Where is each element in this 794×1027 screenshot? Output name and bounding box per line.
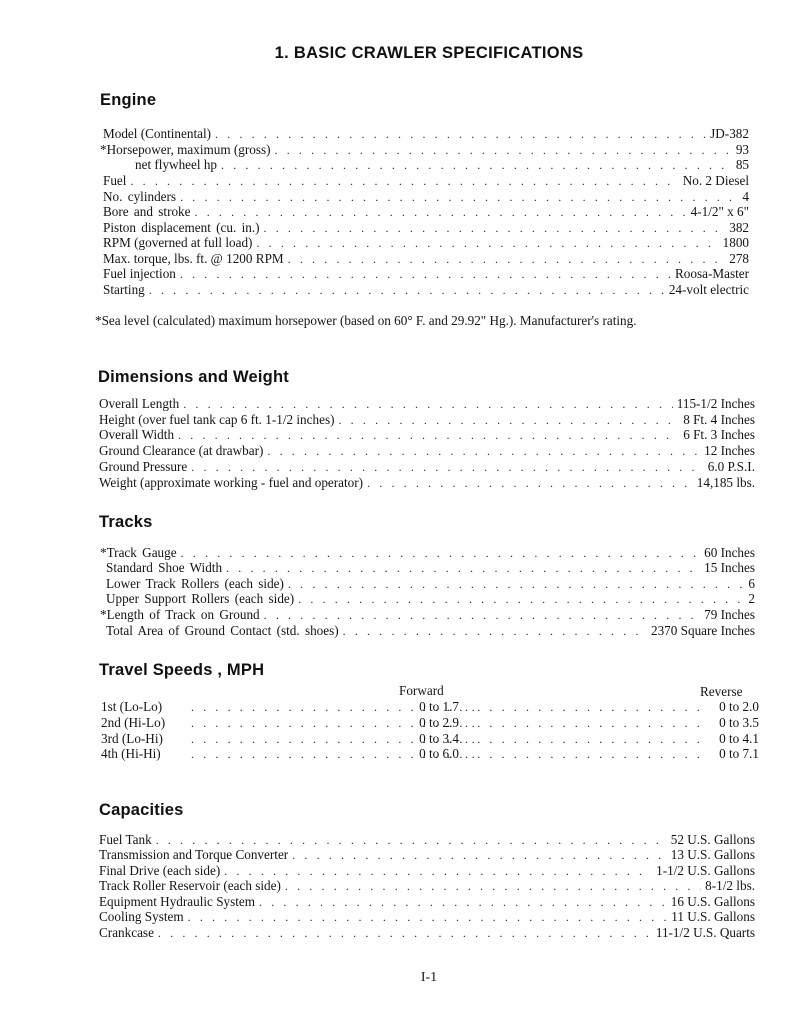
spec-value: 6.0 P.S.I. <box>707 459 755 474</box>
leader-dots <box>259 894 667 910</box>
horsepower-footnote: *Sea level (calculated) maximum horsepower (based on 60° F. and 29.92" Hg.). Manufacturer's rating. <box>95 313 637 328</box>
leader-dots <box>343 623 647 639</box>
spec-value: 13 U.S. Gallons <box>670 847 755 862</box>
leader-dots <box>191 459 703 475</box>
spec-value: 85 <box>735 157 749 172</box>
leader-dots <box>465 699 703 715</box>
spec-row <box>106 591 755 607</box>
spec-label: Standard Shoe Width <box>106 560 223 575</box>
page-title: 1. BASIC CRAWLER SPECIFICATIONS <box>274 44 584 62</box>
gear-label: 3rd (Lo-Hi) <box>101 731 163 746</box>
spec-value: 4-1/2" x 6" <box>690 204 749 219</box>
leader-dots <box>130 173 678 189</box>
leader-dots <box>338 412 679 428</box>
forward-speed: 0 to 1.7 <box>419 699 459 714</box>
spec-row <box>99 878 755 894</box>
spec-value: 1800 <box>722 235 749 250</box>
reverse-column-header: Reverse <box>700 684 743 699</box>
forward-column-header: Forward <box>399 683 444 698</box>
leader-dots <box>267 443 700 459</box>
speed-row <box>101 746 759 762</box>
leader-dots <box>465 715 703 731</box>
forward-speed: 0 to 2.9 <box>419 715 459 730</box>
spec-value: 12 Inches <box>704 443 755 458</box>
forward-speed: 0 to 6.0 <box>419 746 459 761</box>
travel-speeds-heading: Travel Speeds , MPH <box>99 661 265 679</box>
leader-dots <box>226 560 700 576</box>
spec-label: No. cylinders <box>103 189 177 204</box>
spec-label: *Track Gauge <box>100 545 177 560</box>
spec-label: Lower Track Rollers (each side) <box>106 576 284 591</box>
spec-label: Total Area of Ground Contact (std. shoes) <box>106 623 339 638</box>
forward-speed: 0 to 3.4 <box>419 731 459 746</box>
spec-row <box>103 266 749 282</box>
spec-value: 16 U.S. Gallons <box>670 894 755 909</box>
leader-dots <box>264 607 700 623</box>
spec-row <box>99 443 755 459</box>
spec-label: Ground Pressure <box>99 459 188 474</box>
leader-dots <box>288 576 744 592</box>
spec-row <box>99 396 755 412</box>
spec-value: 6 Ft. 3 Inches <box>683 427 755 442</box>
spec-label: Model (Continental) <box>103 126 212 141</box>
spec-value: 1-1/2 U.S. Gallons <box>656 863 755 878</box>
spec-value: 8 Ft. 4 Inches <box>683 412 755 427</box>
spec-label: Cooling System <box>99 909 184 924</box>
spec-label: Crankcase <box>99 925 154 940</box>
spec-label: Piston displacement (cu. in.) <box>103 220 260 235</box>
spec-row <box>103 235 749 251</box>
spec-row <box>100 607 755 623</box>
leader-dots <box>465 746 703 762</box>
spec-label: Fuel <box>103 173 127 188</box>
spec-row <box>106 623 755 639</box>
spec-label: Ground Clearance (at drawbar) <box>99 443 264 458</box>
spec-label: *Horsepower, maximum (gross) <box>100 142 271 157</box>
page-number: I-1 <box>420 970 438 985</box>
spec-row <box>100 545 755 561</box>
spec-value: 2 <box>748 591 755 606</box>
spec-label: Overall Length <box>99 396 180 411</box>
leader-dots <box>264 220 726 236</box>
leader-dots <box>215 126 706 142</box>
spec-label: Fuel Tank <box>99 832 152 847</box>
spec-value: 79 Inches <box>704 607 755 622</box>
spec-value: 8-1/2 lbs. <box>705 878 755 893</box>
spec-label: Track Roller Reservoir (each side) <box>99 878 281 893</box>
spec-label: Weight (approximate working - fuel and operator) <box>99 475 364 490</box>
spec-label: Equipment Hydraulic System <box>99 894 256 909</box>
spec-row <box>99 475 755 491</box>
reverse-speed: 0 to 2.0 <box>719 699 759 714</box>
leader-dots <box>288 251 726 267</box>
leader-dots <box>275 142 732 158</box>
spec-value: 60 Inches <box>704 545 755 560</box>
spec-label: Max. torque, lbs. ft. @ 1200 RPM <box>103 251 284 266</box>
spec-row <box>99 894 755 910</box>
tracks-heading: Tracks <box>99 513 153 531</box>
spec-label: Fuel injection <box>103 266 176 281</box>
spec-value: 11 U.S. Gallons <box>671 909 755 924</box>
reverse-speed: 0 to 3.5 <box>719 715 759 730</box>
spec-row <box>99 847 755 863</box>
spec-row <box>99 427 755 443</box>
spec-label: Bore and stroke <box>103 204 191 219</box>
leader-dots <box>180 189 738 205</box>
spec-row <box>99 909 755 925</box>
spec-row <box>103 126 749 142</box>
spec-value: 115-1/2 Inches <box>676 396 755 411</box>
spec-row <box>99 863 755 879</box>
dimensions-heading: Dimensions and Weight <box>98 368 289 386</box>
spec-value: 24-volt electric <box>668 282 749 297</box>
leader-dots <box>465 731 703 747</box>
spec-label: net flywheel hp <box>135 157 218 172</box>
leader-dots <box>181 545 701 561</box>
spec-row <box>103 204 749 220</box>
spec-label: Transmission and Torque Converter <box>99 847 289 862</box>
spec-label: Height (over fuel tank cap 6 ft. 1-1/2 inches) <box>99 412 335 427</box>
spec-value: 11-1/2 U.S. Quarts <box>655 925 755 940</box>
spec-value: 93 <box>735 142 749 157</box>
spec-row <box>106 560 755 576</box>
spec-value: JD-382 <box>710 126 749 141</box>
reverse-speed: 0 to 7.1 <box>719 746 759 761</box>
leader-dots <box>221 157 732 173</box>
engine-heading: Engine <box>100 91 157 109</box>
spec-value: 15 Inches <box>704 560 755 575</box>
leader-dots <box>188 909 668 925</box>
spec-row <box>103 220 749 236</box>
spec-row <box>103 173 749 189</box>
spec-row <box>99 412 755 428</box>
spec-row <box>103 251 749 267</box>
spec-value: 278 <box>729 251 749 266</box>
spec-value: 52 U.S. Gallons <box>670 832 755 847</box>
spec-value: 2370 Square Inches <box>650 623 755 638</box>
speed-row <box>101 715 759 731</box>
gear-label: 2nd (Hi-Lo) <box>101 715 166 730</box>
spec-row <box>135 157 749 173</box>
leader-dots <box>156 832 667 848</box>
speed-row <box>101 699 759 715</box>
spec-label: Upper Support Rollers (each side) <box>106 591 295 606</box>
leader-dots <box>180 266 671 282</box>
leader-dots <box>158 925 652 941</box>
spec-label: RPM (governed at full load) <box>103 235 253 250</box>
leader-dots <box>298 591 744 607</box>
spec-label: Final Drive (each side) <box>99 863 221 878</box>
leader-dots <box>149 282 665 298</box>
leader-dots <box>178 427 679 443</box>
spec-label: Overall Width <box>99 427 175 442</box>
gear-label: 4th (Hi-Hi) <box>101 746 161 761</box>
spec-value: 382 <box>729 220 749 235</box>
leader-dots <box>195 204 687 220</box>
spec-value: Roosa-Master <box>675 266 749 281</box>
speed-row <box>101 731 759 747</box>
spec-label: *Length of Track on Ground <box>100 607 260 622</box>
spec-row <box>99 459 755 475</box>
reverse-speed: 0 to 4.1 <box>719 731 759 746</box>
capacities-heading: Capacities <box>99 801 184 819</box>
leader-dots <box>285 878 701 894</box>
spec-row <box>103 282 749 298</box>
gear-label: 1st (Lo-Lo) <box>101 699 163 714</box>
spec-row <box>103 189 749 205</box>
spec-label: Starting <box>103 282 145 297</box>
leader-dots <box>224 863 652 879</box>
spec-row <box>106 576 755 592</box>
leader-dots <box>292 847 667 863</box>
leader-dots <box>367 475 693 491</box>
spec-value: No. 2 Diesel <box>682 173 749 188</box>
leader-dots <box>183 396 673 412</box>
spec-value: 6 <box>748 576 755 591</box>
spec-value: 4 <box>742 189 749 204</box>
spec-row <box>99 925 755 941</box>
spec-row <box>100 142 749 158</box>
leader-dots <box>256 235 718 251</box>
spec-row <box>99 832 755 848</box>
spec-value: 14,185 lbs. <box>696 475 755 490</box>
